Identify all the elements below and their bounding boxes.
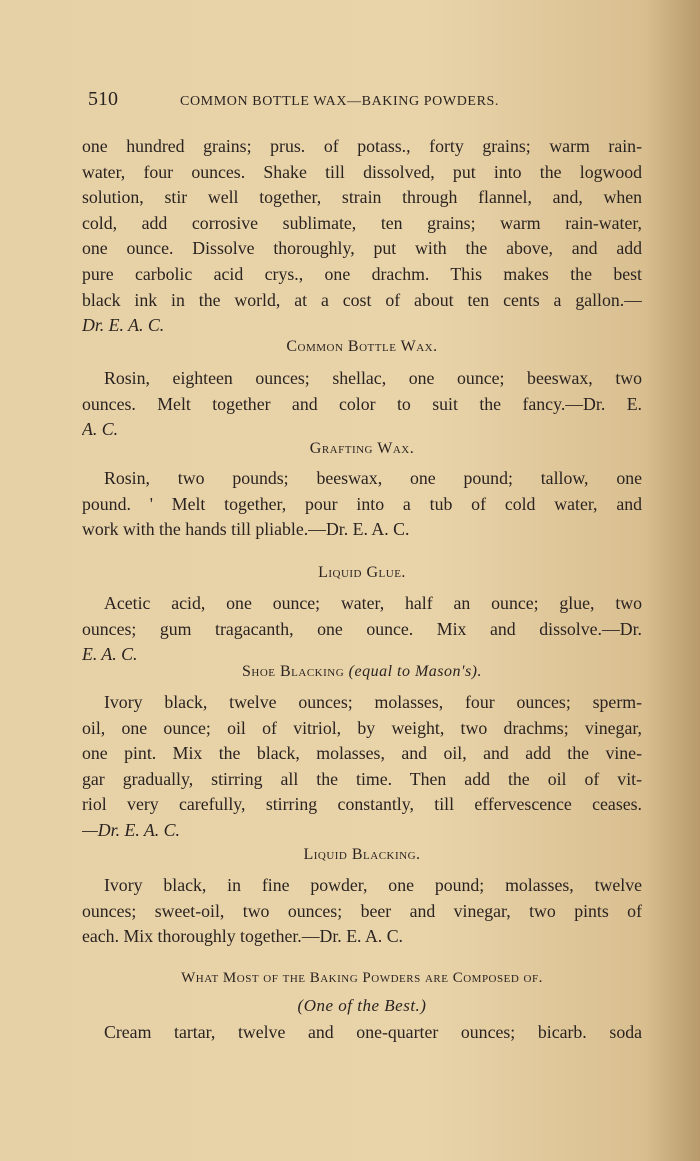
shoe-blacking-recipe <box>82 690 642 844</box>
text-line: riol very carefully, stirring constantly, till effervescence ceases. <box>82 794 642 815</box>
text-line: ounces; gum tragacanth, one ounce. Mix and dissolve.—Dr. <box>82 618 642 639</box>
grafting-wax-recipe <box>82 466 642 543</box>
text-line: Acetic acid, one ounce; water, half an ounce; glue, two <box>104 593 642 613</box>
heading-shoe-blacking <box>82 663 642 681</box>
text-line: Ivory black, twelve ounces; molasses, four ounces; sperm- <box>104 692 642 712</box>
baking-powder-recipe <box>82 1020 642 1046</box>
heading-liquid-glue: Liquid Glue. <box>318 564 406 581</box>
text-line: oil, one ounce; oil of vitriol, by weight, two drachms; vinegar, <box>82 717 642 738</box>
heading-liquid-blacking: Liquid Blacking. <box>303 846 421 863</box>
text-line: black ink in the world, at a cost of about ten cents a gallon.— <box>82 289 642 310</box>
text-line: one pint. Mix the black, molasses, and oil, and add the vine- <box>82 743 642 764</box>
bottle-wax-recipe <box>82 366 642 443</box>
text-line: Rosin, two pounds; beeswax, one pound; tallow, one <box>104 468 642 488</box>
text-line: gar gradually, stirring all the time. Then add the oil of vit- <box>82 768 642 789</box>
ink-recipe-continuation <box>82 134 642 339</box>
running-head: COMMON BOTTLE WAX—BAKING POWDERS. <box>180 94 499 109</box>
text-line: ounces; sweet-oil, two ounces; beer and vinegar, two pints of <box>82 900 642 921</box>
page-header <box>88 88 648 118</box>
attribution: A. C. <box>82 419 119 440</box>
heading-common-bottle-wax: Common Bottle Wax. <box>286 338 438 355</box>
text-line: Cream tartar, twelve and one-quarter ounces; bicarb. soda <box>104 1022 642 1042</box>
attribution: Dr. E. A. C. <box>82 315 165 336</box>
text-line: water, four ounces. Shake till dissolved, put into the logwood <box>82 161 642 182</box>
attribution: —Dr. E. A. C. <box>82 819 180 840</box>
page-number: 510 <box>88 88 118 110</box>
text-line: solution, stir well together, strain through flannel, and, when <box>82 187 642 208</box>
attribution: E. A. C. <box>82 644 138 665</box>
heading-baking-powders: What Most of the Baking Powders are Composed of. <box>181 970 543 986</box>
baking-powders-subtitle <box>82 996 642 1016</box>
liquid-glue-recipe <box>82 591 642 668</box>
text-line: ounces. Melt together and color to suit the fancy.—Dr. E. <box>82 393 642 414</box>
heading-grafting-wax: Grafting Wax. <box>309 440 415 457</box>
text-line: one hundred grains; prus. of potass., forty grains; warm rain- <box>82 136 642 156</box>
text-line: cold, add corrosive sublimate, ten grains; warm rain-water, <box>82 212 642 233</box>
text-line: work with the hands till pliable.—Dr. E. A. C. <box>82 519 410 540</box>
text-line: Rosin, eighteen ounces; shellac, one ounce; beeswax, two <box>104 368 642 388</box>
text-line: each. Mix thoroughly together.—Dr. E. A. C. <box>82 926 404 947</box>
liquid-blacking-recipe <box>82 873 642 950</box>
text-line: Ivory black, in fine powder, one pound; molasses, twelve <box>104 875 642 895</box>
shoe-blacking-title: Shoe Blacking <box>241 663 345 680</box>
text-line: one ounce. Dissolve thoroughly, put with the above, and add <box>82 238 642 259</box>
text-line: pound. ' Melt together, pour into a tub of cold water, and <box>82 493 642 514</box>
baking-subtitle-text: (One of the Best.) <box>297 996 427 1015</box>
text-line: pure carbolic acid crys., one drachm. This makes the best <box>82 263 642 284</box>
shoe-blacking-subtitle: (equal to Mason's). <box>348 663 483 680</box>
